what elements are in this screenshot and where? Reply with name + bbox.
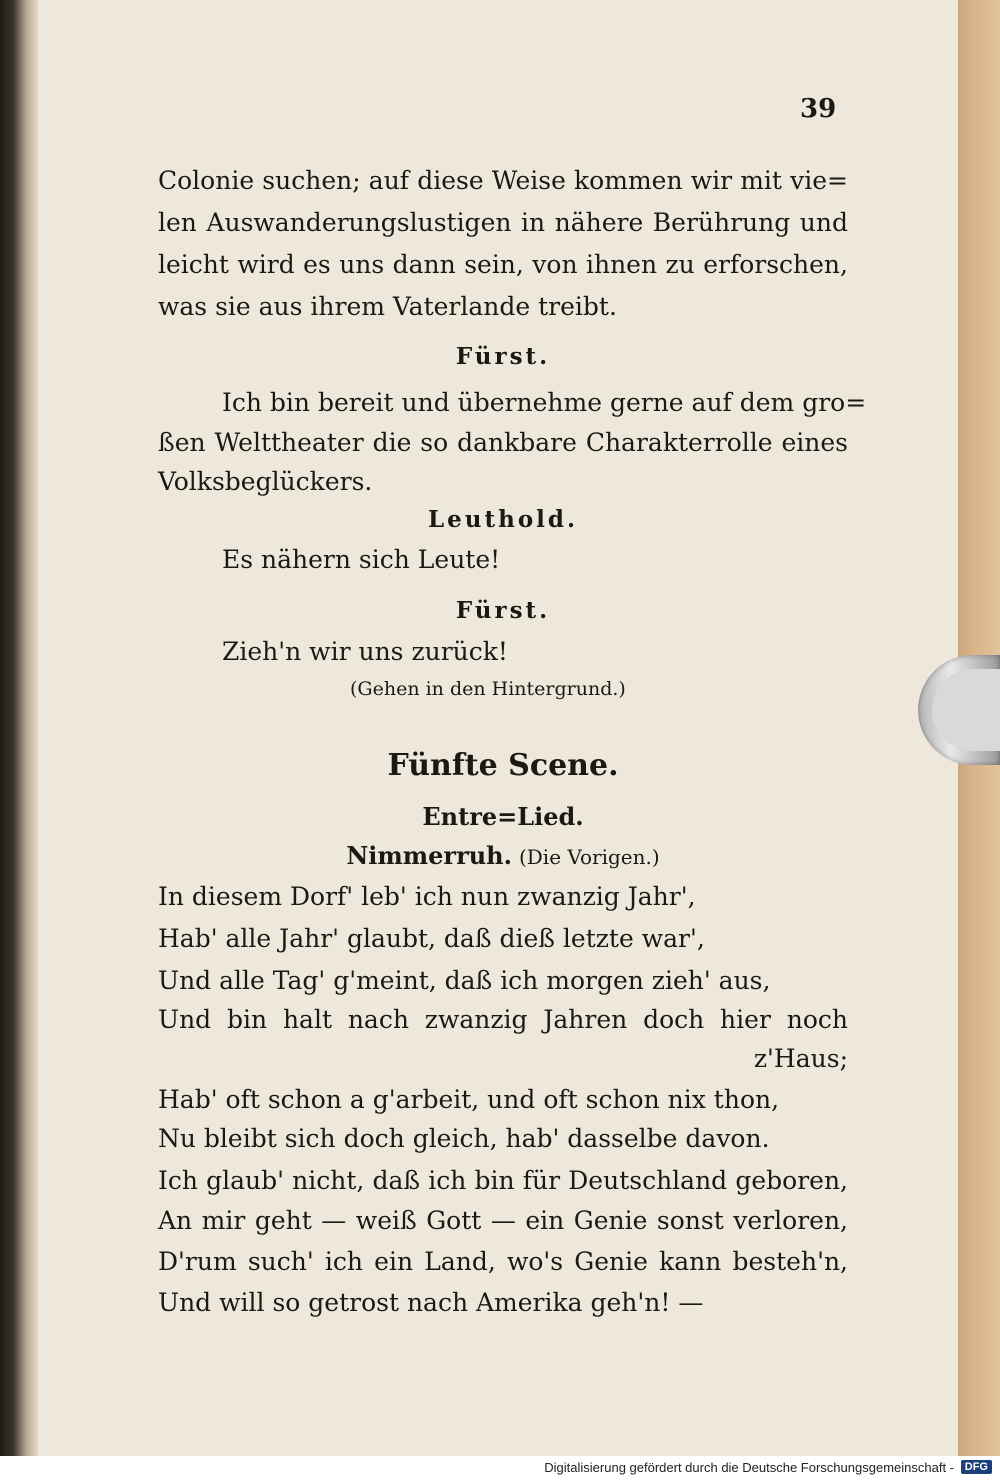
verse-line: Und will so getrost nach Amerika geh'n! — <box>158 1288 704 1317</box>
speech-line: ßen Welttheater die so dankbare Charakterrolle eines <box>158 428 848 457</box>
verse-line: Hab' alle Jahr' glaubt, daß dieß letzte war', <box>158 924 705 953</box>
speaker-name: Fürst. <box>455 343 551 370</box>
verse-line: Hab' oft schon a g'arbeit, und oft schon nix thon, <box>158 1085 780 1114</box>
book-spine <box>0 0 38 1456</box>
verse-line: Und bin halt nach zwanzig Jahren doch hier noch <box>158 1005 848 1034</box>
text-line: Colonie suchen; auf diese Weise kommen wir mit vie= <box>158 166 848 195</box>
dfg-logo: DFG <box>961 1460 992 1474</box>
verse-line: D'rum such' ich ein Land, wo's Genie kann besteh'n, <box>158 1247 848 1276</box>
text-line: leicht wird es uns dann sein, von ihnen zu erforschen, <box>158 250 848 279</box>
song-title: Entre=Lied. <box>422 802 584 831</box>
verse-line: Ich glaub' nicht, daß ich bin für Deutschland geboren, <box>158 1166 848 1195</box>
page-text <box>158 0 867 1456</box>
speech-line: Zieh'n wir uns zurück! <box>222 637 508 666</box>
verse-line: An mir geht — weiß Gott — ein Genie sonst verloren, <box>158 1206 848 1235</box>
song-header <box>158 841 848 870</box>
stage-direction: (Gehen in den Hintergrund.) <box>350 678 626 700</box>
song-direction: (Die Vorigen.) <box>518 845 660 869</box>
verse-line: In diesem Dorf' leb' ich nun zwanzig Jahr', <box>158 882 696 911</box>
verse-line: Nu bleibt sich doch gleich, hab' dasselbe davon. <box>158 1124 770 1153</box>
song-speaker: Nimmerruh. <box>346 841 512 870</box>
speaker-name: Leuthold. <box>427 506 579 533</box>
verse-line: Und alle Tag' g'meint, daß ich morgen zieh' aus, <box>158 966 771 995</box>
footer-text: Digitalisierung gefördert durch die Deutsche Forschungsgemeinschaft - <box>544 1460 954 1475</box>
speech-line: Ich bin bereit und übernehme gerne auf dem gro= <box>222 388 867 417</box>
footer-bar <box>0 1456 1000 1480</box>
speaker-name: Fürst. <box>455 597 551 624</box>
page-number: 39 <box>800 94 837 124</box>
speech-line: Volksbeglückers. <box>158 467 373 496</box>
speech-line: Es nähern sich Leute! <box>222 545 501 574</box>
scene-heading: Fünfte Scene. <box>387 748 619 783</box>
text-line: was sie aus ihrem Vaterlande treibt. <box>158 292 617 321</box>
verse-line: z'Haus; <box>753 1044 848 1073</box>
text-line: len Auswanderungslustigen in nähere Berührung und <box>158 208 848 237</box>
